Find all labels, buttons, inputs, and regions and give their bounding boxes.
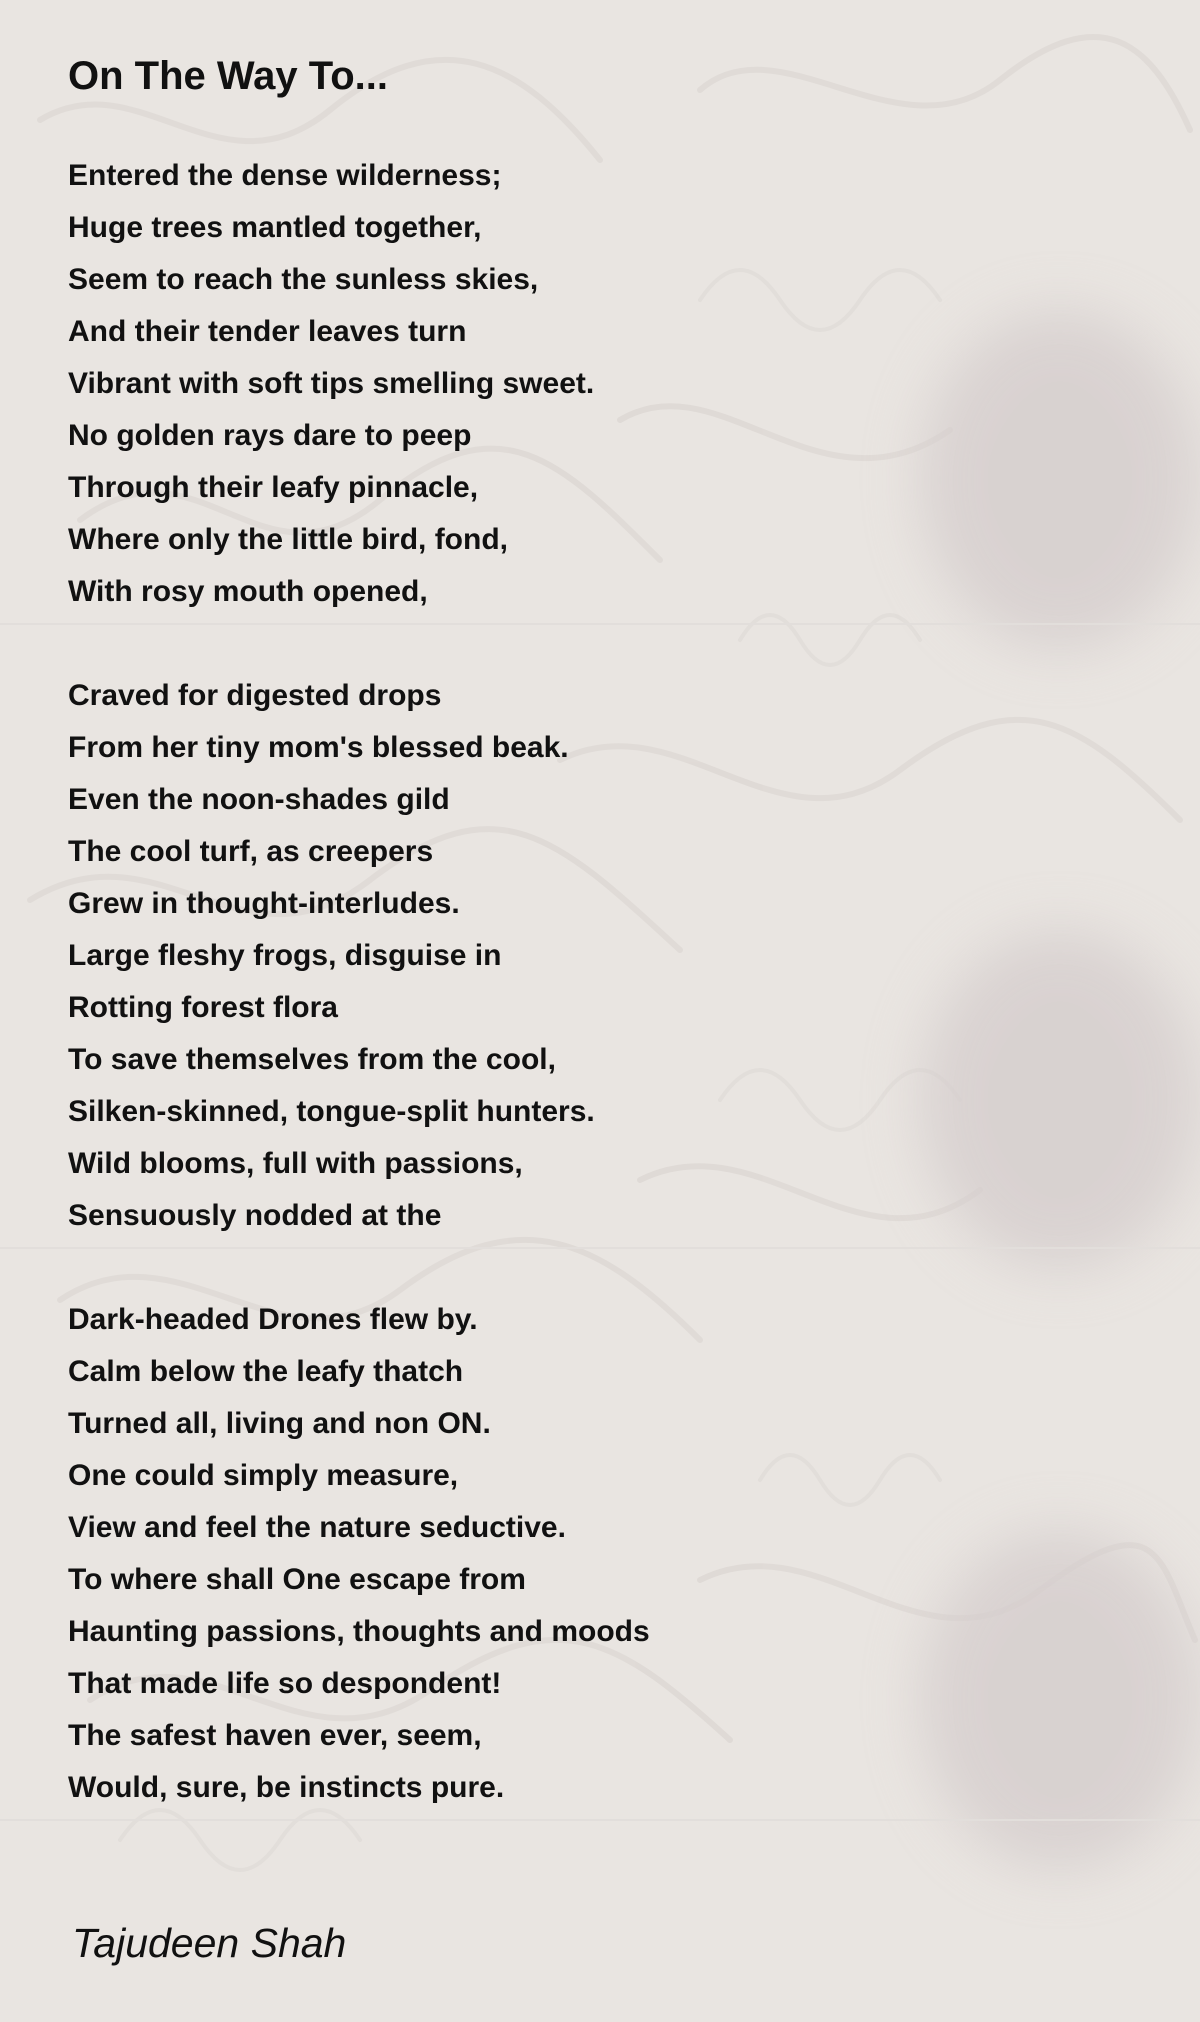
poem-line: Sensuously nodded at the [68,1199,442,1232]
poem-line: Large fleshy frogs, disguise in [68,939,502,972]
poem-line: Where only the little bird, fond, [68,523,508,556]
poem-line: Silken-skinned, tongue-split hunters. [68,1095,595,1128]
poem-line: Even the noon-shades gild [68,783,450,816]
stanza-3 [68,1294,650,1814]
poem-line: Vibrant with soft tips smelling sweet. [68,367,595,400]
poem-line: No golden rays dare to peep [68,419,472,452]
poem-line: Wild blooms, full with passions, [68,1147,523,1180]
poem-line: Seem to reach the sunless skies, [68,263,539,296]
poem-line: Through their leafy pinnacle, [68,471,479,504]
poem-line: The safest haven ever, seem, [68,1719,482,1752]
poem-line: From her tiny mom's blessed beak. [68,731,569,764]
stanza-2 [68,670,650,1242]
poem-line: Huge trees mantled together, [68,211,482,244]
poem-line: View and feel the nature seductive. [68,1511,566,1544]
poem-line: That made life so despondent! [68,1667,502,1700]
poem-line: Grew in thought-interludes. [68,887,460,920]
stanza-break [68,618,650,670]
poem-title: On The Way To... [68,54,388,98]
author-name: Tajudeen Shah [72,1920,347,1966]
poem-line: Would, sure, be instincts pure. [68,1771,505,1804]
poem-line: To save themselves from the cool, [68,1043,556,1076]
poem-line: Rotting forest flora [68,991,338,1024]
poem-line: Craved for digested drops [68,679,442,712]
stanza-break [68,1242,650,1294]
poem-body [68,150,650,1814]
poem-line: One could simply measure, [68,1459,459,1492]
poem-line: Haunting passions, thoughts and moods [68,1615,650,1648]
poem-line: And their tender leaves turn [68,315,467,348]
poem-line: Turned all, living and non ON. [68,1407,491,1440]
poem-line: Dark-headed Drones flew by. [68,1303,478,1336]
stanza-1 [68,150,650,618]
poem-line: The cool turf, as creepers [68,835,434,868]
poem-line: Calm below the leafy thatch [68,1355,464,1388]
poem-line: Entered the dense wilderness; [68,159,502,192]
poem-line: With rosy mouth opened, [68,575,428,608]
poem-line: To where shall One escape from [68,1563,526,1596]
